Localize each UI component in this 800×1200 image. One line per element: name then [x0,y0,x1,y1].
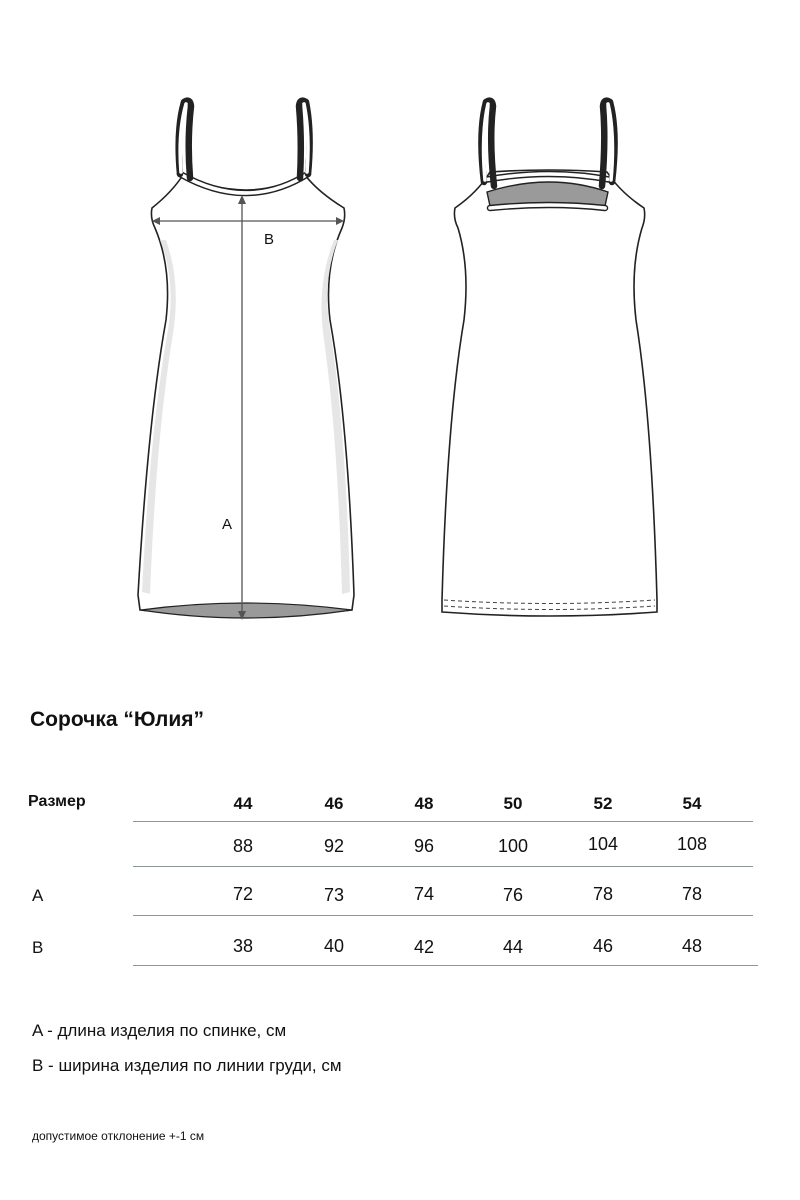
label-b: B [264,231,275,248]
table-cell: 92 [323,836,345,856]
size-col-54: 54 [682,794,702,813]
tolerance-note: допустимое отклонение +-1 см [32,1129,205,1143]
dress-back-view [442,101,657,616]
table-cell: 78 [681,884,703,904]
label-a: A [222,516,233,533]
table-cell: 76 [502,885,524,905]
table-cell: 104 [587,834,619,854]
table-cell: 108 [676,834,708,854]
dress-front-body [138,175,354,616]
size-col-44: 44 [233,794,253,813]
table-rule [133,915,753,916]
table-cell: 96 [413,836,435,856]
size-header-label: Размер [28,793,86,810]
table-cell: 88 [232,836,254,856]
table-cell: 38 [232,936,254,956]
table-cell: 78 [592,884,614,904]
product-title: Сорочка “Юлия” [30,708,204,731]
table-cell: 48 [681,936,703,956]
table-cell: 72 [232,884,254,904]
table-cell: 42 [413,937,435,957]
table-rule [133,821,753,822]
dress-front-view [138,101,354,620]
table-cell: 74 [413,884,435,904]
table-cell: 40 [323,936,345,956]
table-cell: 100 [497,836,529,856]
front-right-strap-inner [304,104,308,172]
size-col-46: 46 [324,794,344,813]
back-right-strap-inner [608,104,612,180]
size-col-48: 48 [414,794,434,813]
back-left-strap-inner [484,104,488,180]
table-cell: 44 [502,937,524,957]
size-col-52: 52 [593,794,613,813]
legend-a: A - длина изделия по спинке, см [32,1021,287,1040]
legend-b: B - ширина изделия по линии груди, см [32,1056,342,1075]
row-label-a: A [32,886,44,905]
table-cell: 73 [323,885,345,905]
table-rule [133,866,753,867]
table-cell: 46 [592,936,614,956]
dress-back-body [442,170,657,616]
table-rule [133,965,758,966]
row-label-b: B [32,938,44,957]
size-col-50: 50 [503,794,523,813]
